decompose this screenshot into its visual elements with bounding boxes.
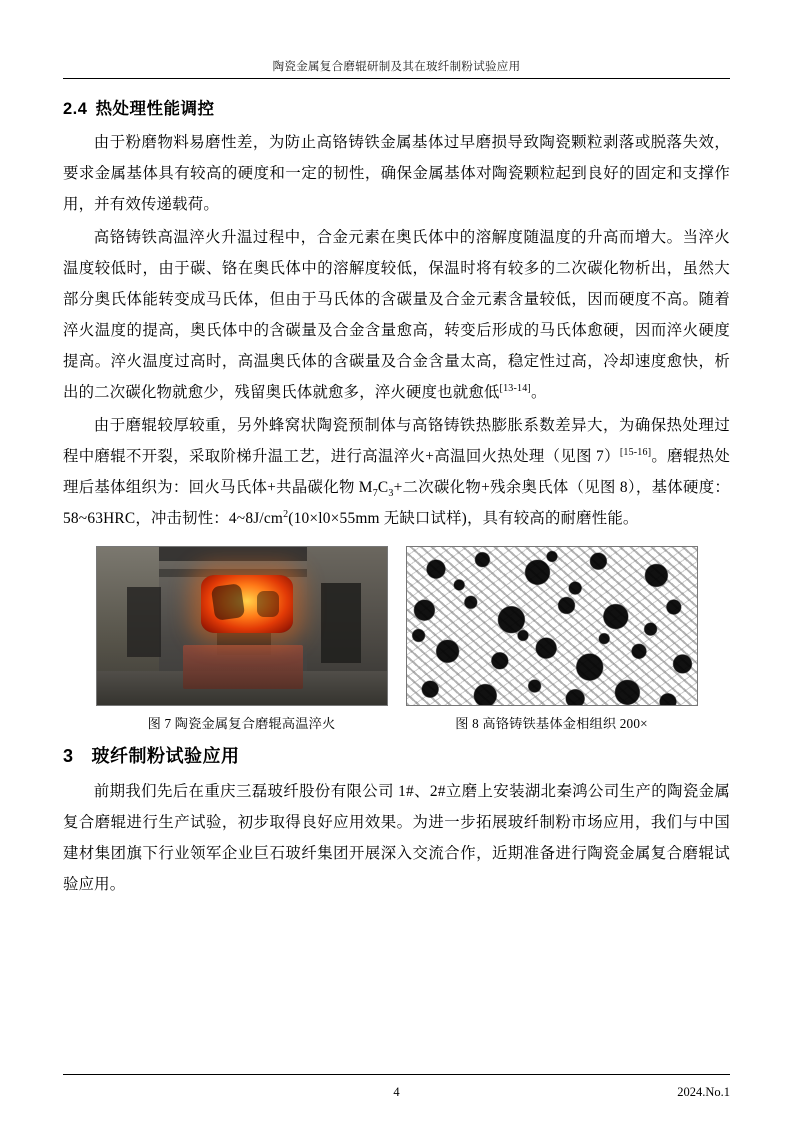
paragraph-3-part-d: +二次碳化物+残余奥氏体（见图 8），基体硬度：58~63HRC，冲击韧性：4~8J/cm (63, 479, 730, 527)
paragraph-2-text: 高铬铸铁高温淬火升温过程中，合金元素在奥氏体中的溶解度随温度的升高而增大。当淬火温度较低时，由于碳、铬在奥氏体中的溶解度较低，保温时将有较多的二次碳化物析出，虽然大部分奥氏体能转变成马氏体，但由于马氏体的含碳量及合金元素含量较低，因而硬度不高。随着淬火温度的提高，奥氏体中的含碳量及合金含量愈高，转变后形成的马氏体愈硬，因而淬火硬度提高。淬火温度过高时，高温奥氏体的含碳量及合金含量太高，稳定性过高，冷却速度愈快，析出的二次碳化物就愈少，残留奥氏体就愈多，淬火硬度也就愈低 (63, 229, 730, 401)
section-title: 玻纤制粉试验应用 (91, 746, 240, 766)
paragraph-3-part-e: (10×l0×55mm 无缺口试样)，具有较高的耐磨性能。 (288, 510, 639, 527)
figure-8 (406, 546, 698, 732)
figure-7 (96, 546, 388, 732)
footer-rule (63, 1074, 730, 1075)
section-title: 热处理性能调控 (95, 100, 215, 118)
page-footer (63, 1074, 730, 1100)
paragraph-2-end: 。 (530, 384, 547, 401)
reference-13-14: [13-14] (499, 382, 531, 394)
section-number: 2.4 (63, 100, 88, 118)
ceramic-metal-roller-quenching-photo (96, 546, 388, 706)
paragraph-2 (63, 222, 730, 408)
page-content (63, 58, 730, 1082)
figure-8-caption: 图 8 高铬铸铁基体金相组织 200× (455, 716, 648, 731)
footer-row (63, 1081, 730, 1100)
furnace-base (183, 645, 303, 689)
header-rule (63, 78, 730, 79)
section-heading-2-4 (63, 95, 730, 119)
section-number: 3 (63, 746, 74, 766)
unit-superscript-2: 2 (283, 508, 289, 520)
running-header: 陶瓷金属复合磨辊研制及其在玻纤制粉试验应用 (272, 61, 521, 73)
figure-7-caption: 图 7 陶瓷金属复合磨辊高温淬火 (147, 716, 336, 731)
reference-15-16: [15-16] (619, 446, 652, 458)
page-number: 4 (393, 1085, 400, 1099)
paragraph-3-part-b: 。磨辊热处理后基体组织为：回火马氏体+共晶碳化物 M (63, 448, 730, 496)
equipment-left (127, 587, 161, 657)
equipment-right (321, 583, 361, 663)
section-heading-3 (63, 742, 730, 768)
formula-sub-3: 3 (388, 488, 394, 500)
microstructure-grain-texture (407, 547, 697, 705)
formula-c: C (377, 479, 389, 496)
paragraph-3 (63, 410, 730, 534)
figure-row (63, 546, 730, 732)
paragraph-3-part-a: 由于磨辊较厚较重，另外蜂窝状陶瓷预制体与高铬铸铁热膨胀系数差异大，为确保热处理过程中磨辊不开裂，采取阶梯升温工艺，进行高温淬火+高温回火热处理（见图 7） (63, 417, 730, 465)
issue-label: 2024.No.1 (677, 1085, 730, 1099)
paragraph-1: 由于粉磨物料易磨性差，为防止高铬铸铁金属基体过早磨损导致陶瓷颗粒剥落或脱落失效，要求金属基体具有较高的硬度和一定的韧性，确保金属基体对陶瓷颗粒起到良好的固定和支撑作用，并有效传递载荷。 (63, 134, 730, 213)
paragraph-4: 前期我们先后在重庆三磊玻纤股份有限公司 1#、2#立磨上安装湖北秦鸿公司生产的陶瓷金属复合磨辊进行生产试验，初步取得良好应用效果。为进一步拓展玻纤制粉市场应用，我们与中国建材集团旗下行业领军企业巨石玻纤集团开展深入交流合作，近期准备进行陶瓷金属复合磨辊试验应用。 (63, 783, 730, 893)
formula-sub-7: 7 (372, 488, 378, 500)
high-chromium-cast-iron-metallography (406, 546, 698, 706)
glowing-hot-roller (201, 575, 293, 633)
